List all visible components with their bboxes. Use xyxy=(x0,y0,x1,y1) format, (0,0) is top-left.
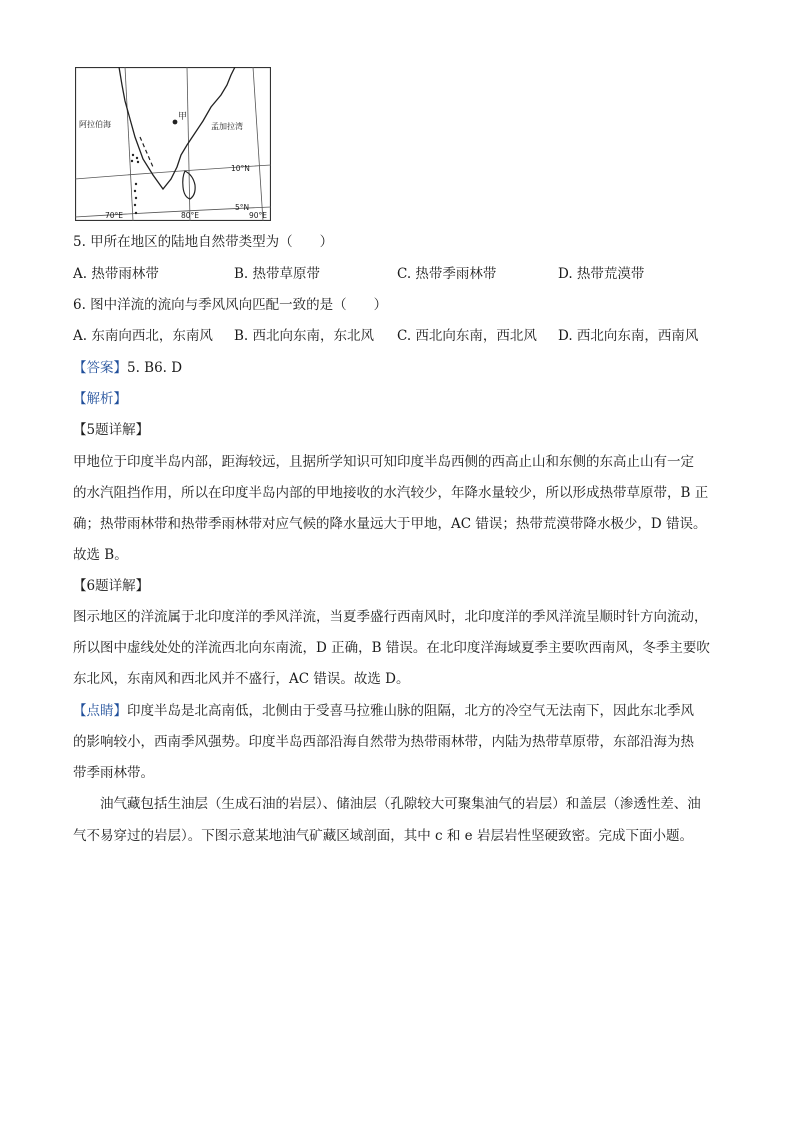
lon-70-label: 70°E xyxy=(105,211,124,220)
answer-tag: 【答案】 xyxy=(73,360,127,376)
detail5-line-2: 的水汽阻挡作用，所以在印度半岛内部的甲地接收的水汽较少，年降水量较少，所以形成热带草原带，B 正 xyxy=(73,485,709,501)
intro-line-1: 油气藏包括生油层（生成石油的岩层）、储油层（孔隙较大可聚集油气的岩层）和盖层（渗透性差、油 xyxy=(100,796,701,812)
detail6-line-2: 所以图中虚线处处的洋流西北向东南流，D 正确，B 错误。在北印度洋海域夏季主要吹西南风，冬季主要吹 xyxy=(73,640,710,656)
q6-option-c: C. 西北向东南，西北风 xyxy=(397,328,537,344)
lon-80-label: 80°E xyxy=(181,211,200,220)
answer-line xyxy=(73,358,182,378)
q6-option-b: B. 西北向东南，东北风 xyxy=(234,328,375,344)
detail6-heading: 【6题详解】 xyxy=(73,578,150,594)
intro-line-2: 气不易穿过的岩层）。下图示意某地油气矿藏区域剖面，其中 c 和 e 岩层岩性坚硬致密。完成下面小题。 xyxy=(73,828,693,844)
detail6-line-1: 图示地区的洋流属于北印度洋的季风洋流，当夏季盛行西南风时，北印度洋的季风洋流呈顺时针方向流动， xyxy=(73,609,708,625)
q5-option-b: B. 热带草原带 xyxy=(234,266,321,282)
lat-10-label: 10°N xyxy=(231,164,250,173)
arabian-sea-label: 阿拉伯海 xyxy=(79,120,111,129)
detail5-line-3: 确；热带雨林带和热带季雨林带对应气候的降水量远大于甲地，AC 错误；热带荒漠带降水极少，D 错误。 xyxy=(73,516,707,532)
comment-first: 印度半岛是北高南低，北侧由于受喜马拉雅山脉的阻隔，北方的冷空气无法南下，因此东北季风 xyxy=(127,703,694,719)
comment-line-2: 的影响较小，西南季风强势。印度半岛西部沿海自然带为热带雨林带，内陆为热带草原带，东部沿海为热 xyxy=(73,734,694,750)
comment-tag: 【点睛】 xyxy=(73,703,127,719)
detail6-line-3: 东北风，东南风和西北风并不盛行，AC 错误。故选 D。 xyxy=(73,671,410,687)
jia-point xyxy=(173,120,178,125)
q5-option-a: A. 热带雨林带 xyxy=(73,266,159,282)
detail5-line-4: 故选 B。 xyxy=(73,547,128,563)
lat-5-label: 5°N xyxy=(235,203,250,212)
detail5-heading: 【5题详解】 xyxy=(73,422,150,438)
bay-of-bengal-label: 孟加拉湾 xyxy=(211,122,243,131)
lon-90-label: 90°E xyxy=(249,211,268,220)
detail5-line-1: 甲地位于印度半岛内部，距海较远，且据所学知识可知印度半岛西侧的西高止山和东侧的东高止山有一定 xyxy=(73,454,694,470)
q5-option-d: D. 热带荒漠带 xyxy=(558,266,645,282)
analysis-tag: 【解析】 xyxy=(73,391,127,407)
jia-label: 甲 xyxy=(178,112,188,122)
q5-stem: 5. 甲所在地区的陆地自然带类型为（ ） xyxy=(73,234,334,250)
india-map-figure xyxy=(75,67,271,221)
comment-line-1 xyxy=(73,701,694,721)
q5-option-c: C. 热带季雨林带 xyxy=(397,266,497,282)
q6-stem: 6. 图中洋流的流向与季风风向匹配一致的是（ ） xyxy=(73,297,388,313)
q6-option-a: A. 东南向西北，东南风 xyxy=(73,328,213,344)
comment-line-3: 带季雨林带。 xyxy=(73,765,154,781)
q6-option-d: D. 西北向东南，西南风 xyxy=(558,328,699,344)
answer-text: 5. B6. D xyxy=(127,360,183,376)
